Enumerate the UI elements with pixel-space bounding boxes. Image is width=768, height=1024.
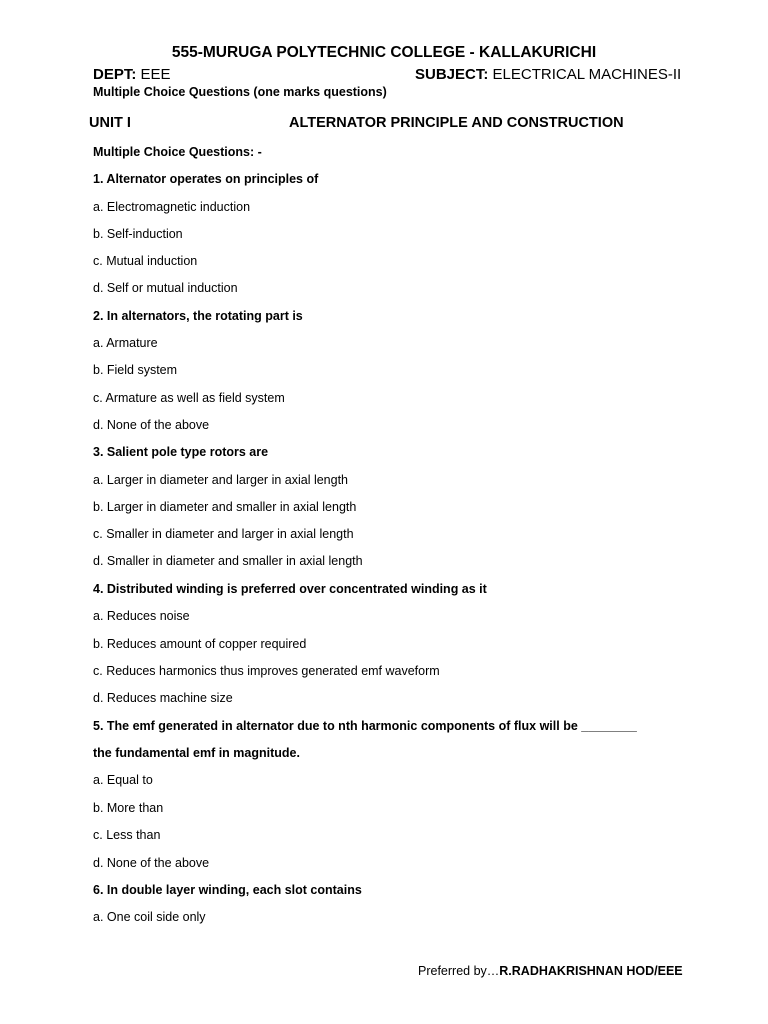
unit-label: UNIT I (89, 115, 131, 131)
option-text: c. Mutual induction (93, 254, 198, 268)
dept-line (93, 66, 171, 83)
option-text: a. Equal to (93, 773, 153, 787)
option-text: d. None of the above (93, 856, 210, 870)
option-text: c. Armature as well as field system (93, 391, 285, 405)
footer-prefix: Preferred by… (418, 964, 500, 978)
option-text: c. Smaller in diameter and larger in axial length (93, 527, 354, 541)
section-title: Multiple Choice Questions: - (93, 145, 262, 159)
option-text: d. Smaller in diameter and smaller in axial length (93, 554, 363, 568)
option-text: a. Armature (93, 336, 158, 350)
option-text: c. Less than (93, 828, 161, 842)
college-title: 555-MURUGA POLYTECHNIC COLLEGE - KALLAKURICHI (171, 44, 597, 61)
option-text: b. Reduces amount of copper required (93, 637, 307, 651)
question-text: 4. Distributed winding is preferred over concentrated winding as it (93, 582, 487, 596)
option-text: b. Field system (93, 363, 178, 377)
option-text: b. More than (93, 801, 164, 815)
option-text: b. Self-induction (93, 227, 183, 241)
option-text: d. Reduces machine size (93, 691, 233, 705)
option-text: b. Larger in diameter and smaller in axial length (93, 500, 357, 514)
dept-value: EEE (140, 66, 171, 83)
option-text: a. Reduces noise (93, 609, 190, 623)
footer-author: R.RADHAKRISHNAN HOD/EEE (499, 964, 683, 978)
question-text: 2. In alternators, the rotating part is (93, 309, 303, 323)
option-text: a. One coil side only (93, 910, 206, 924)
question-text-continued: the fundamental emf in magnitude. (93, 746, 300, 760)
question-text: 3. Salient pole type rotors are (93, 445, 269, 459)
unit-title: ALTERNATOR PRINCIPLE AND CONSTRUCTION (289, 115, 624, 131)
question-text: 1. Alternator operates on principles of (93, 172, 319, 186)
option-text: a. Larger in diameter and larger in axial length (93, 473, 349, 487)
option-text: c. Reduces harmonics thus improves generated emf waveform (93, 664, 440, 678)
subject-label: SUBJECT: (415, 66, 489, 83)
option-text: d. None of the above (93, 418, 210, 432)
question-text: 6. In double layer winding, each slot contains (93, 883, 362, 897)
subheading: Multiple Choice Questions (one marks questions) (93, 85, 387, 99)
option-text: a. Electromagnetic induction (93, 200, 251, 214)
question-text: 5. The emf generated in alternator due to nth harmonic components of flux will be ________ (93, 719, 637, 733)
subject-line (415, 66, 681, 83)
dept-label: DEPT: (93, 66, 137, 83)
footer-credit (418, 964, 683, 978)
option-text: d. Self or mutual induction (93, 281, 238, 295)
subject-value: ELECTRICAL MACHINES-II (492, 66, 682, 83)
